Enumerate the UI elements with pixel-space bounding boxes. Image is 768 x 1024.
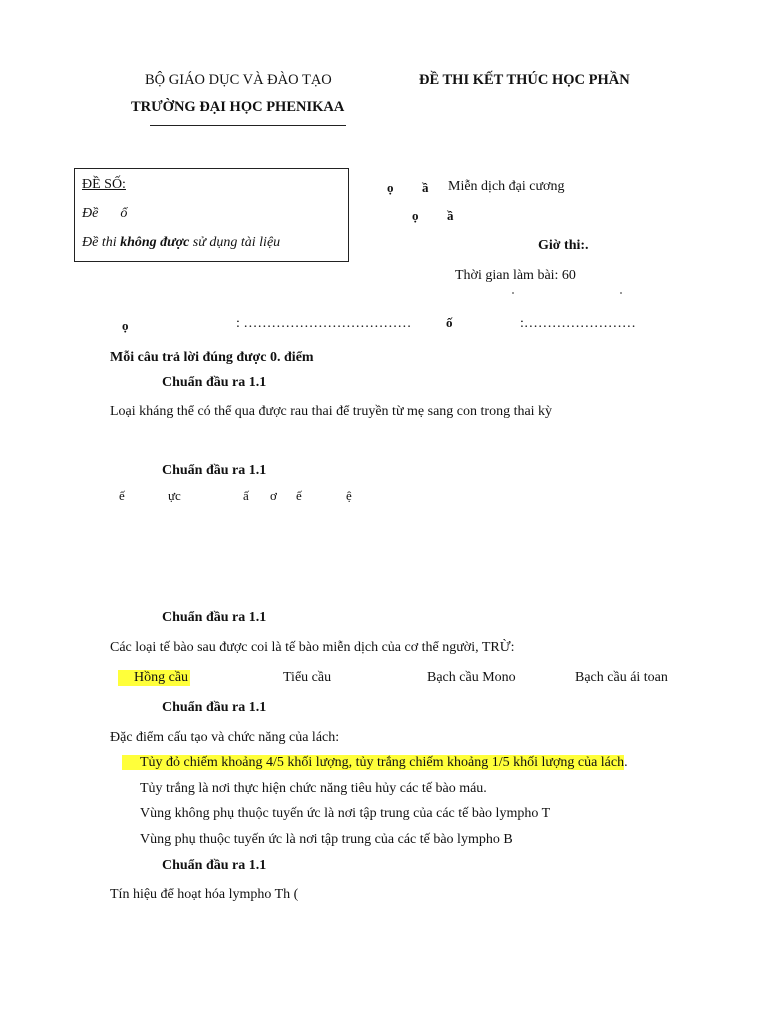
student-frag-1: ọ [122, 318, 129, 333]
exam-code-prefix: Đề [82, 206, 99, 221]
exam-duration: Thời gian làm bài: 60 [455, 268, 576, 283]
text-fragment: ơ [270, 488, 277, 503]
question-stem: Tín hiệu để hoạt hóa lympho Th ( [110, 887, 299, 902]
subject-name: Miễn dịch đại cương [448, 179, 565, 194]
learning-outcome: Chuẩn đầu ra 1.1 [162, 700, 267, 715]
learning-outcome: Chuẩn đầu ra 1.1 [162, 463, 267, 478]
stray-mark [512, 292, 514, 294]
question-stem: Các loại tế bào sau được coi là tế bào miễn dịch của cơ thể người, TRỪ: [110, 640, 515, 655]
answer-option: Bạch cầu Mono [427, 670, 516, 685]
exam-code-frag: ổ [120, 206, 128, 221]
highlighted-answer-text: Tủy đỏ chiếm khoảng 4/5 khối lượng, tủy trắng chiếm khoảng 1/5 khối lượng của lách [122, 755, 624, 770]
exam-number-label: ĐỀ SỐ: [82, 177, 126, 192]
answer-option: Tiểu cầu [283, 670, 332, 685]
answer-option: Tủy trắng là nơi thực hiện chức năng tiêu hủy các tế bào máu. [140, 781, 487, 796]
subject-frag-2: ầ [422, 180, 429, 195]
learning-outcome: Chuẩn đầu ra 1.1 [162, 610, 267, 625]
code-frag-2: ầ [447, 208, 454, 223]
student-frag-2: ố [446, 315, 453, 330]
text-fragment: ấ [243, 488, 249, 503]
learning-outcome: Chuẩn đầu ra 1.1 [162, 375, 267, 390]
question-stem: Loại kháng thể có thể qua được rau thai để truyền từ mẹ sang con trong thai kỳ [110, 404, 553, 419]
stray-mark [620, 292, 622, 294]
university-name: TRƯỜNG ĐẠI HỌC PHENIKAA [131, 99, 345, 115]
student-id-dots: :…………………… [520, 316, 636, 331]
answer-option-highlighted: Tủy đỏ chiếm khoảng 4/5 khối lượng, tủy trắng chiếm khoảng 1/5 khối lượng của lách. [122, 755, 628, 771]
learning-outcome: Chuẩn đầu ra 1.1 [162, 858, 267, 873]
answer-option: Bạch cầu ái toan [575, 670, 668, 685]
text-fragment: ế [119, 488, 125, 503]
exam-title: ĐỀ THI KẾT THÚC HỌC PHẦN [419, 72, 630, 88]
scoring-note: Mỗi câu trả lời đúng được 0. điểm [110, 350, 314, 365]
answer-option: Vùng không phụ thuộc tuyến ức là nơi tập trung của các tế bào lympho T [140, 806, 551, 821]
text-fragment: ệ [346, 488, 352, 503]
subject-frag-1: ọ [387, 180, 394, 195]
answer-option-highlighted: Hồng cầu [118, 670, 190, 686]
materials-rule-emphasis: không được [120, 235, 190, 250]
code-frag-1: ọ [412, 208, 419, 223]
student-name-dots: : ……………………………… [236, 316, 412, 331]
exam-time-label: Giờ thi:. [538, 238, 589, 253]
ministry-name: BỘ GIÁO DỤC VÀ ĐÀO TẠO [145, 72, 332, 88]
materials-rule: Đề thi không được sử dụng tài liệu [82, 235, 281, 250]
question-stem: Đặc điểm cấu tạo và chức năng của lách: [110, 730, 340, 745]
header-divider [150, 125, 346, 126]
answer-option: Vùng phụ thuộc tuyến ức là nơi tập trung của các tế bào lympho B [140, 832, 513, 847]
text-fragment: ực [168, 488, 181, 503]
exam-code-label [82, 206, 127, 222]
text-fragment: ế [296, 488, 302, 503]
